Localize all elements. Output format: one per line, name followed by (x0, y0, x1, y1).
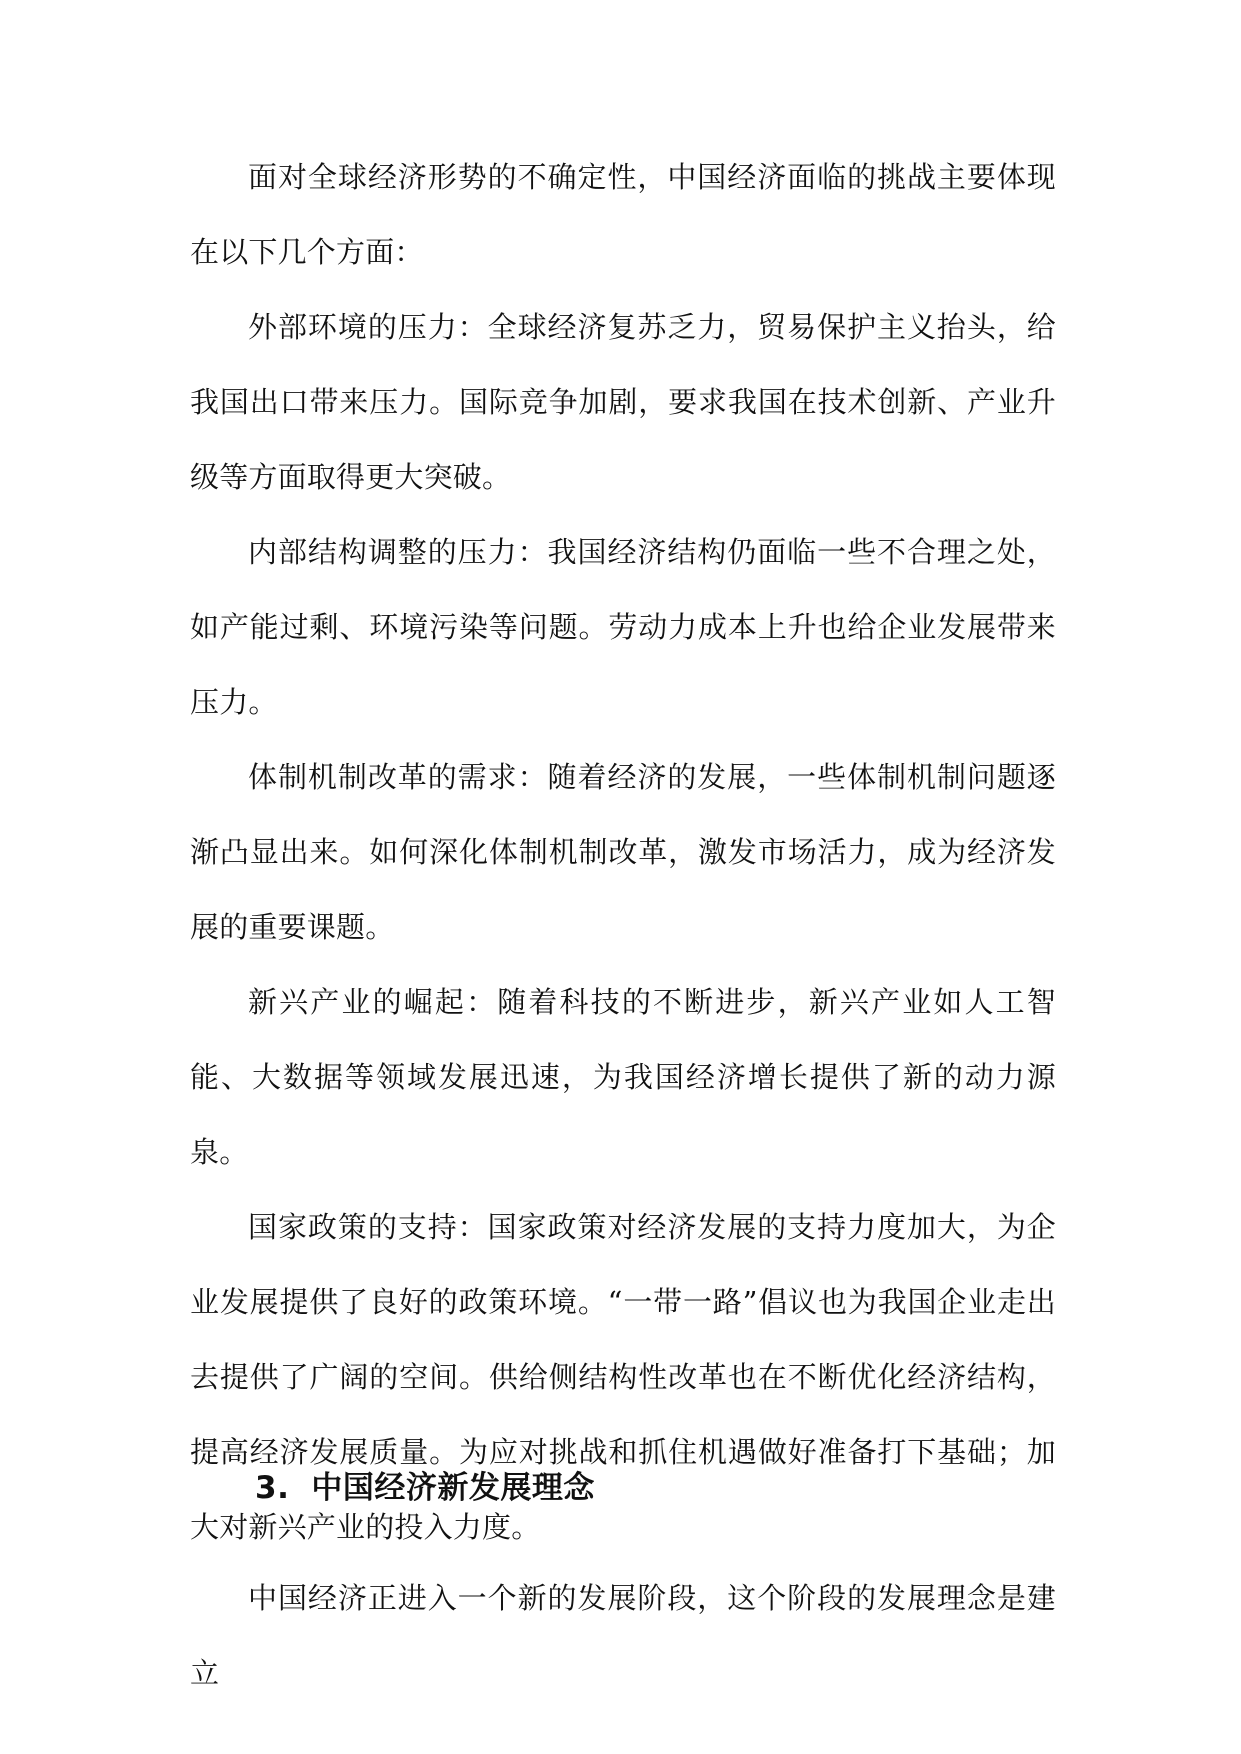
paragraph-external-pressure: 外部环境的压力：全球经济复苏乏力，贸易保护主义抬头，给我国出口带来压力。国际竞争加剧，要求我国在技术创新、产业升级等方面取得更大突破。 (190, 310, 1056, 494)
paragraph-policy-support: 国家政策的支持：国家政策对经济发展的支持力度加大，为企业发展提供了良好的政策环境。“一带一路”倡议也为我国企业走出去提供了广阔的空间。供给侧结构性改革也在不断优化经济结构，提高经济发展质量。为应对挑战和抓住机遇做好准备打下基础；加大对新兴产业的投入力度。 (190, 1210, 1056, 1544)
paragraph-emerging-industries: 新兴产业的崛起：随着科技的不断进步，新兴产业如人工智能、大数据等领域发展迅速，为我国经济增长提供了新的动力源泉。 (190, 985, 1056, 1169)
section-number: 3. (255, 1470, 290, 1506)
paragraph-new-development-stage: 中国经济正进入一个新的发展阶段，这个阶段的发展理念是建立 (190, 1581, 1056, 1690)
paragraph-structural-pressure: 内部结构调整的压力：我国经济结构仍面临一些不合理之处，如产能过剩、环境污染等问题。劳动力成本上升也给企业发展带来压力。 (190, 535, 1056, 719)
section-title: 中国经济新发展理念 (311, 1470, 595, 1506)
section-body (190, 1561, 1056, 1711)
paragraph-intro: 面对全球经济形势的不确定性，中国经济面临的挑战主要体现在以下几个方面： (190, 160, 1056, 269)
paragraph-reform-needs: 体制机制改革的需求：随着经济的发展，一些体制机制问题逐渐凸显出来。如何深化体制机制改革，激发市场活力，成为经济发展的重要课题。 (190, 760, 1056, 944)
section-heading (255, 1458, 595, 1518)
body-text (190, 140, 1056, 1565)
